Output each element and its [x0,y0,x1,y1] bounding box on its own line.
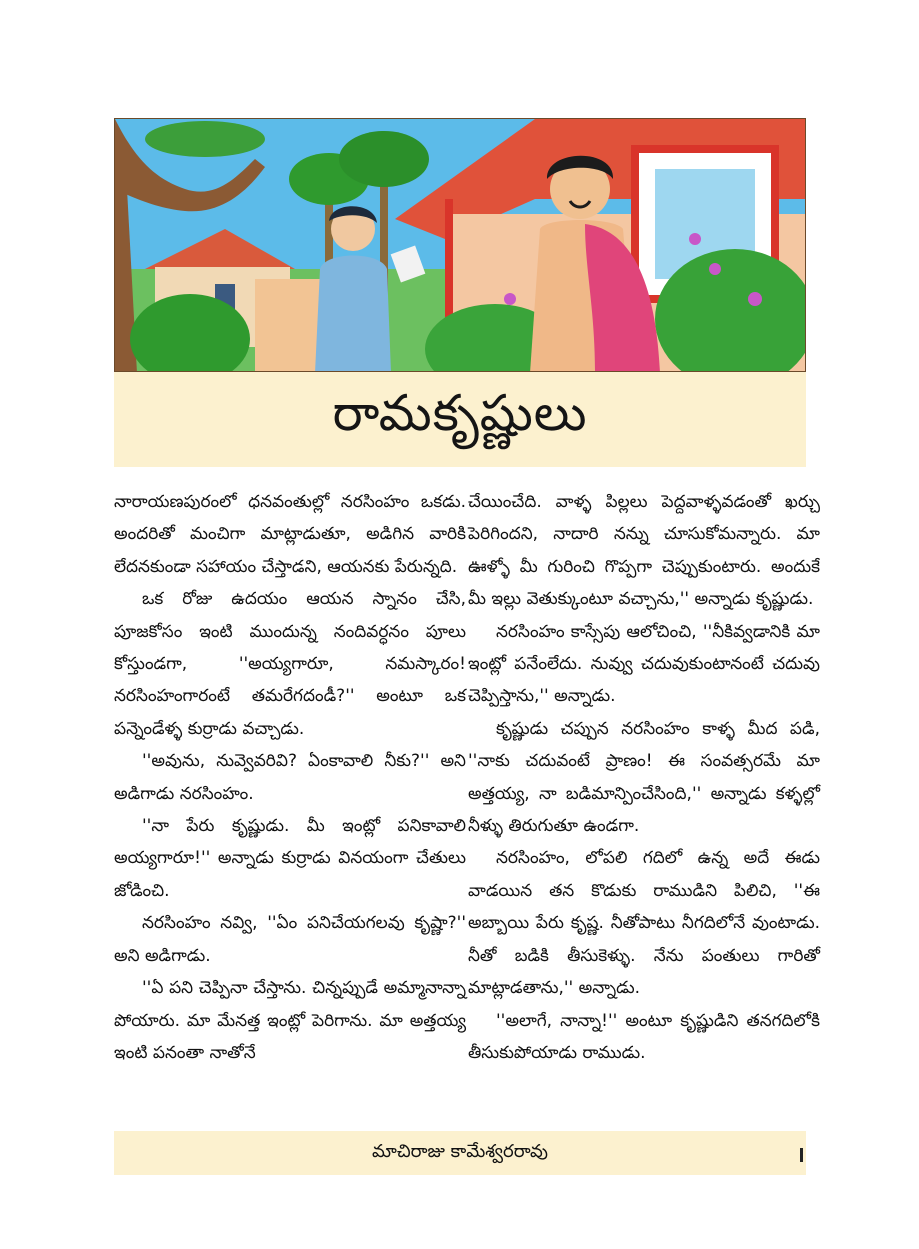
right-column [468,486,820,1069]
paragraph: నరసింహం నవ్వి, ''ఏం పనిచేయగలవు కృష్ణా?'' అని అడిగాడు. [114,913,466,966]
page-edge-mark [800,1148,803,1162]
author-name: మాచిరాజు కామేశ్వరరావు [372,1140,548,1162]
paragraph: నరసింహం, లోపలి గదిలో ఉన్న అదే ఈడు వాడయిన తన కొడుకు రాముడిని పిలిచి, ''ఈ అబ్బాయి పేరు కృష్ణ. నీతోపాటు నీగదిలోనే వుంటాడు. నీతో బడికి తీసుకెళ్ళు. నేను పంతులు గారితో మాట్లాడతాను,'' అన్నాడు. [468,848,820,999]
paragraph: నరసింహం కాస్సేపు ఆలోచించి, ''నీకివ్వడానికి మా ఇంట్లో పనేంలేదు. నువ్వు చదువుకుంటానంటే చదువు చెప్పిస్తాను,'' అన్నాడు. [468,621,820,707]
paragraph: ఒక రోజు ఉదయం ఆయన స్నానం చేసి, పూజకోసం ఇంటి ముందున్న నందివర్ధనం పూలు కోస్తుండగా, ''అయ్యగారూ, నమస్కారం! నరసింహంగారంటే తమరేగదండీ?'' అంటూ ఒక పన్నెండేళ్ళ కుర్రాడు వచ్చాడు. [114,589,466,739]
title-band [114,372,806,467]
story-illustration-icon [115,119,806,372]
story-title: రామకృష్ణులు [332,384,588,442]
paragraph: ''అవును, నువ్వెవరివి? ఏంకావాలి నీకు?'' అని అడిగాడు నరసింహం. [114,751,466,804]
left-column [114,486,466,1069]
paragraph: కృష్ణుడు చప్పున నరసింహం కాళ్ళ మీద పడి, ''నాకు చదువంటే ప్రాణం! ఈ సంవత్సరమే మా అత్తయ్య, నా బడిమాన్పించేసింది,'' అన్నాడు కళ్ళల్లో నీళ్ళు తిరుగుతూ ఉండగా. [468,718,820,837]
paragraph: నారాయణపురంలో ధనవంతుల్లో నరసింహం ఒకడు. అందరితో మంచిగా మాట్లాడుతూ, అడిగిన వారికి లేదనకుండా సహాయం చేస్తాడని, ఆయనకు పేరున్నది. [114,492,466,577]
paragraph: ''ఏ పని చెప్పినా చేస్తాను. చిన్నప్పుడే అమ్మానాన్నా పోయారు. మా మేనత్త ఇంట్లో పెరిగాను. మా అత్తయ్య ఇంటి పనంతా నాతోనే [114,978,466,1063]
byline-band [114,1131,806,1175]
paragraph: ''అలాగే, నాన్నా!'' అంటూ కృష్ణుడిని తనగదిలోకి తీసుకుపోయాడు రాముడు. [468,1010,820,1063]
paragraph: ''నా పేరు కృష్ణుడు. మీ ఇంట్లో పనికావాలి అయ్యగారూ!'' అన్నాడు కుర్రాడు వినయంగా చేతులు జోడించి. [114,816,466,901]
paragraph: చేయించేది. వాళ్ళ పిల్లలు పెద్దవాళ్ళవడంతో ఖర్చు పెరిగిందని, నాదారి నన్ను చూసుకోమన్నారు. మా ఊళ్ళో మీ గురించి గొప్పగా చెప్పుకుంటారు. అందుకే మీ ఇల్లు వెతుక్కుంటూ వచ్చాను,'' అన్నాడు కృష్ణుడు. [468,492,820,610]
story-illustration [114,118,806,372]
